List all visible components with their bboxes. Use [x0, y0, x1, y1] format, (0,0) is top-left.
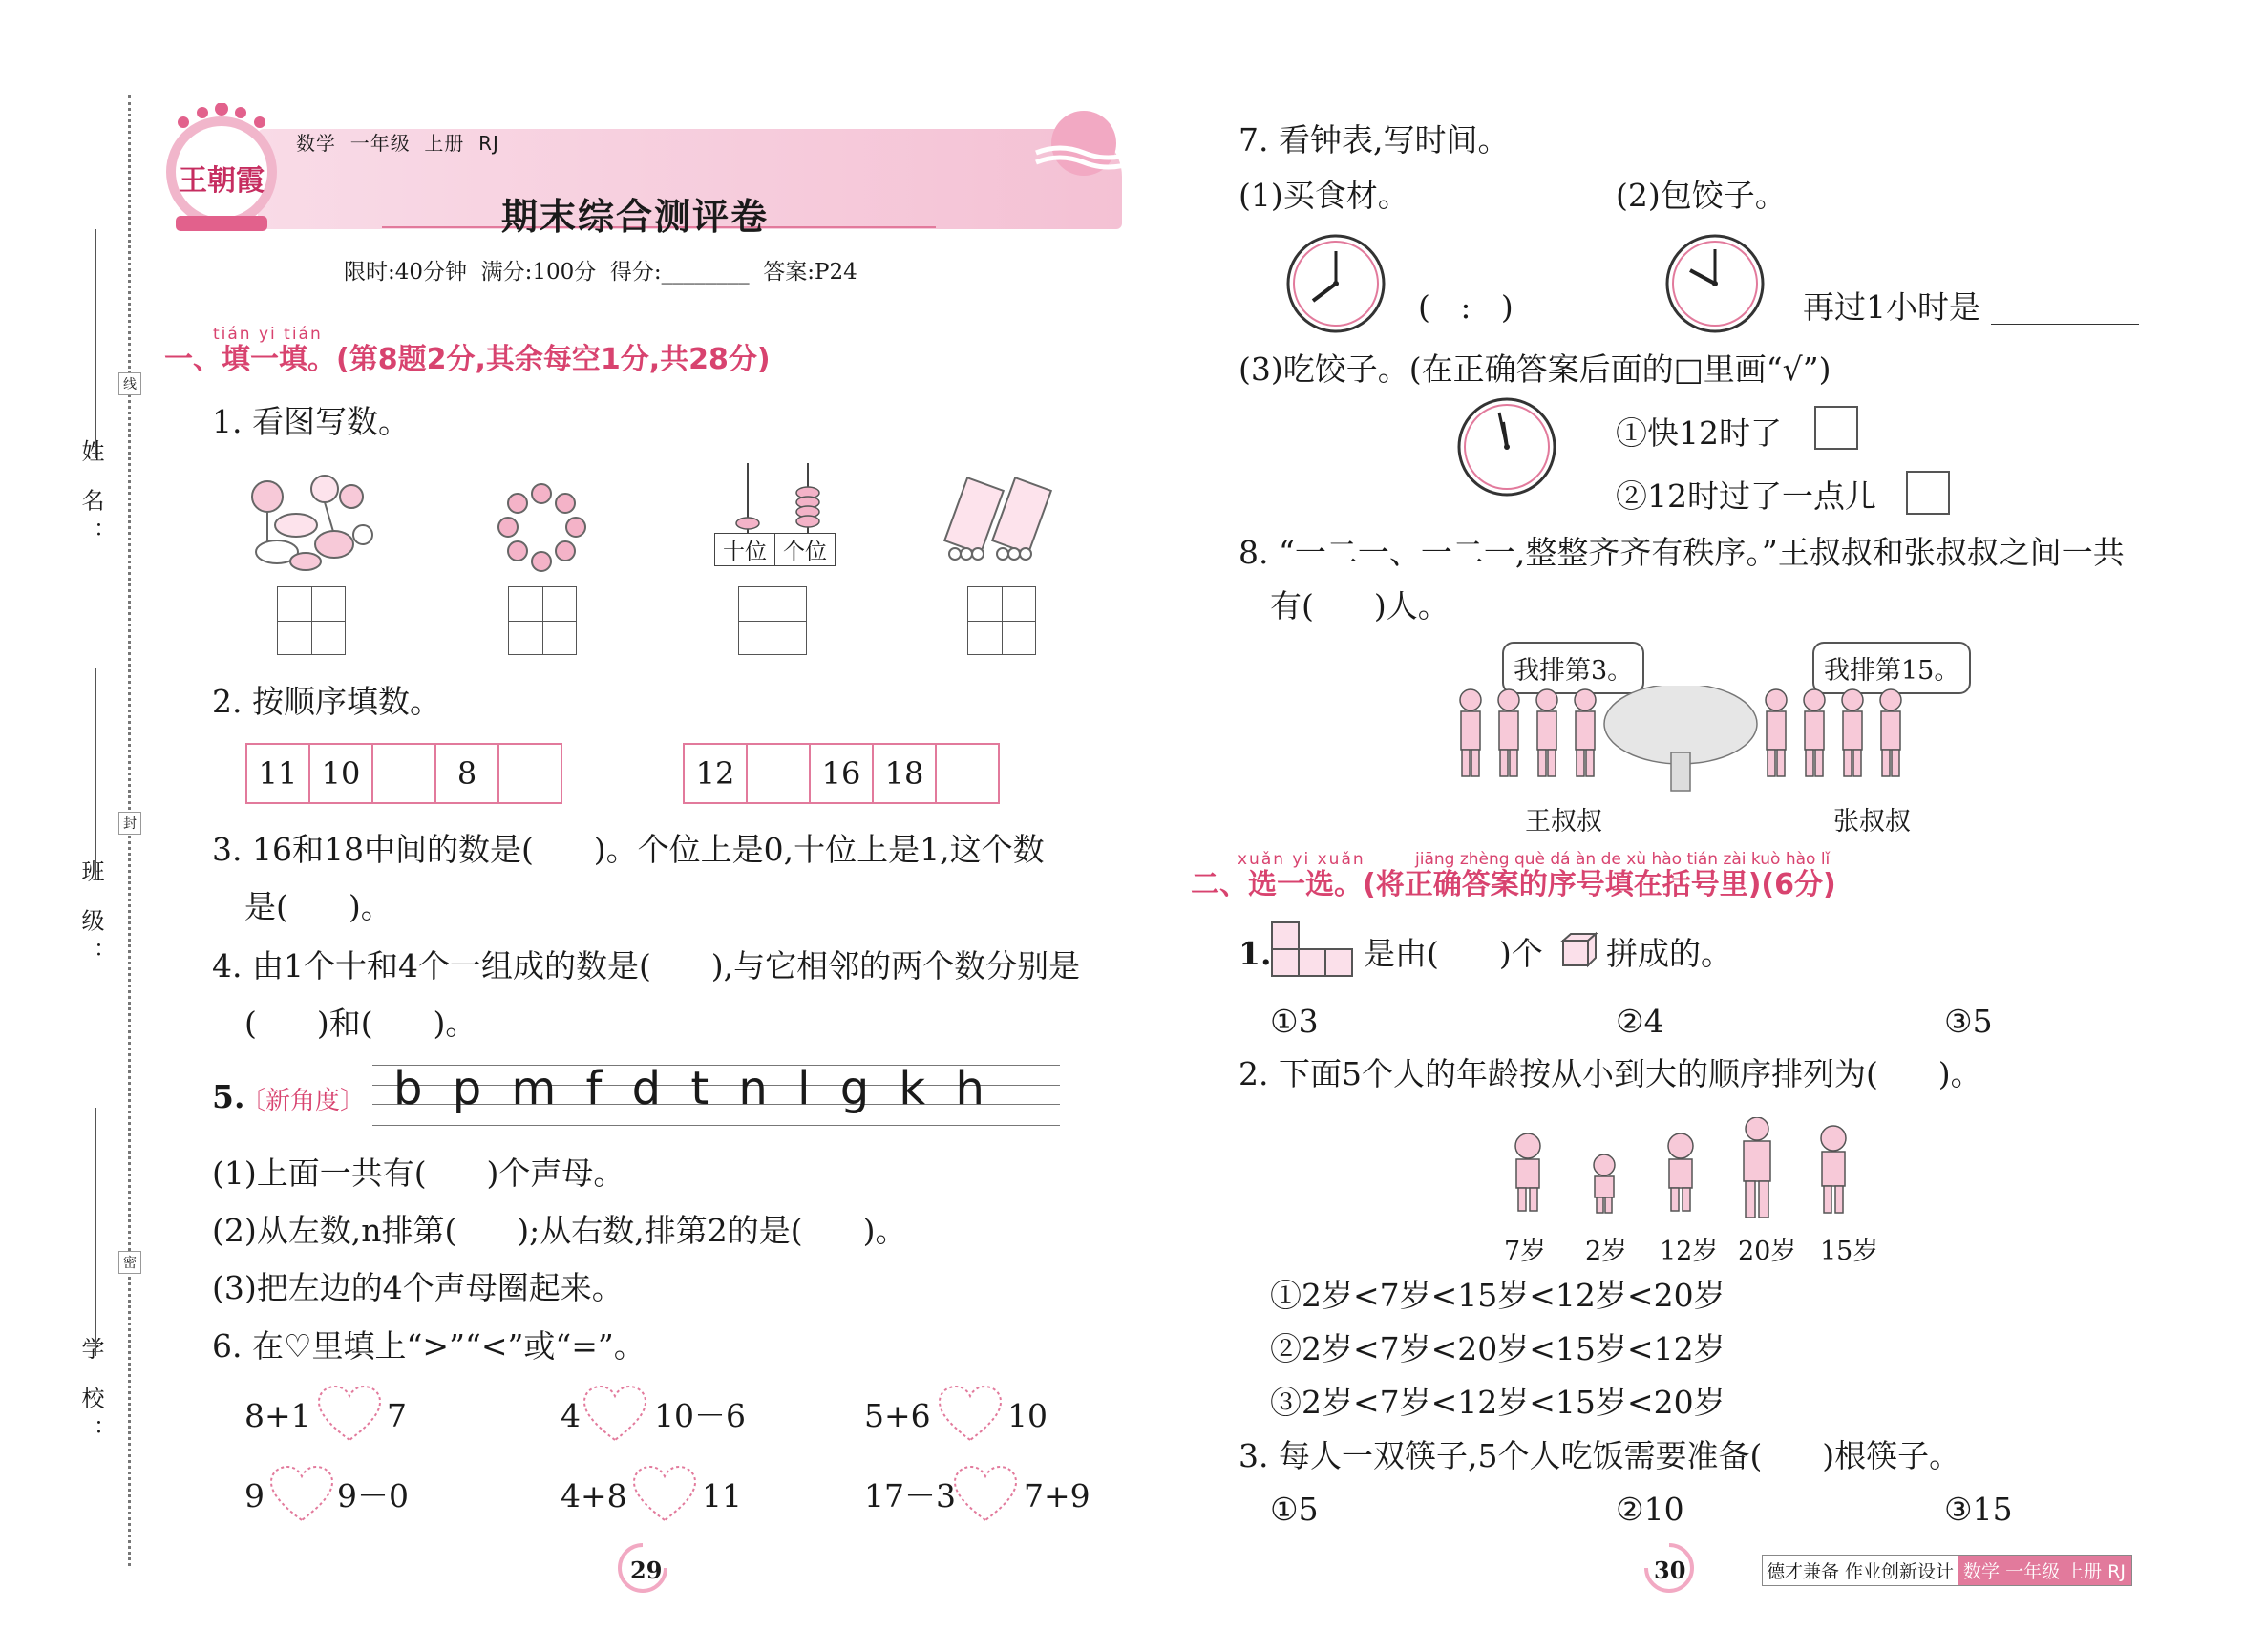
stick-bundles-picture	[941, 473, 1065, 568]
s2-q1-tail: 拼成的。	[1606, 935, 1732, 972]
s2-q1-option[interactable]: ③5	[1944, 1003, 1993, 1040]
seq2-cell: 12	[685, 745, 748, 802]
age-label: 2岁	[1585, 1237, 1628, 1266]
clock-icon-eating	[1455, 395, 1558, 498]
q1-answer-box-3[interactable]	[738, 586, 807, 655]
bubble-zhang-text: 我排第15。	[1824, 656, 1960, 686]
logo-text: 王朝霞	[179, 164, 265, 198]
section2-pinyin2: jiāng zhèng què dá àn de xù hào tián zài kuò hào lǐ	[1415, 850, 1831, 869]
compare-right: 10	[1007, 1397, 1048, 1434]
q7-sub1: (1)买食材。	[1238, 177, 1409, 214]
age-label: 20岁	[1738, 1237, 1797, 1266]
compare-left: 4+8	[561, 1477, 627, 1514]
q5-sub2: (2)从左数,n排第( );从右数,排第2的是( )。	[212, 1212, 907, 1249]
s2-q2-option[interactable]: ②2岁<7岁<20岁<15岁<12岁	[1270, 1330, 1725, 1367]
age-label: 12岁	[1660, 1237, 1719, 1266]
seal-mark-dense: 密	[118, 1251, 141, 1274]
name-field[interactable]	[95, 229, 96, 458]
page-title: 期末综合测评卷	[501, 196, 770, 238]
section2-pinyin: xuǎn yi xuǎn	[1238, 850, 1365, 869]
cube-stack-icon	[1268, 919, 1356, 982]
single-cube-icon	[1559, 931, 1598, 969]
compare-left: 4	[561, 1397, 581, 1434]
compare-left: 17－3	[864, 1477, 956, 1514]
q4-text-line1: 4. 由1个十和4个一组成的数是( ),与它相邻的两个数分别是	[212, 947, 1081, 985]
q7-sub3: (3)吃饺子。(在正确答案后面的□里画“√”)	[1238, 350, 1831, 388]
compare-right: 7	[387, 1397, 407, 1434]
seal-mark-seal: 封	[118, 812, 141, 835]
heart-icon[interactable]	[632, 1465, 697, 1524]
s2-q2-option[interactable]: ①2岁<7岁<15岁<12岁<20岁	[1270, 1277, 1725, 1314]
bead-ring-picture	[497, 482, 587, 573]
q1-answer-box-4[interactable]	[967, 586, 1036, 655]
compare-right: 7+9	[1024, 1477, 1090, 1514]
subject-line: 数学 一年级 上册 RJ	[296, 132, 499, 155]
seq1-cell: 8	[436, 745, 499, 802]
q7-blank[interactable]: ( : )	[1418, 288, 1514, 326]
q7-sub2: (2)包饺子。	[1616, 177, 1787, 214]
q1-text: 1. 看图写数。	[212, 403, 410, 440]
q7-text: 7. 看钟表,写时间。	[1238, 121, 1510, 159]
s2-q1-number: 1.	[1238, 935, 1272, 972]
bubble-wang-text: 我排第3。	[1514, 656, 1634, 686]
s2-q2-text: 2. 下面5个人的年龄按从小到大的顺序排列为( )。	[1238, 1055, 1982, 1092]
s2-q3-text: 3. 每人一双筷子,5个人吃饭需要准备( )根筷子。	[1238, 1437, 1961, 1474]
page-number-left: 29	[630, 1557, 663, 1584]
q3-text-line1: 3. 16和18中间的数是( )。个位上是0,十位上是1,这个数	[212, 831, 1045, 868]
q5-number: 5.	[212, 1078, 245, 1115]
seq1-cell: 11	[247, 745, 310, 802]
q8-text-line2: 有( )人。	[1270, 587, 1450, 625]
sequence-1	[245, 743, 562, 804]
class-field[interactable]	[95, 668, 96, 879]
q7-after-blank[interactable]	[1991, 324, 2139, 325]
brand-logo	[162, 103, 282, 237]
sun-wave-decoration	[1031, 103, 1136, 180]
section1-pinyin: tián yi tián	[213, 325, 323, 344]
abacus-ones-label: 个位	[783, 540, 827, 564]
q7-option1: ①快12时了	[1616, 414, 1782, 452]
q8-text-line1: 8. “一二一、一二一,整整齐齐有秩序。”王叔叔和张叔叔之间一共	[1238, 534, 2125, 571]
s2-q1-option[interactable]: ①3	[1270, 1003, 1319, 1040]
q6-text: 6. 在♡里填上“>”“<”或“=”。	[212, 1327, 646, 1365]
s2-q3-option[interactable]: ①5	[1270, 1491, 1319, 1528]
marching-people-illustration	[1447, 686, 1943, 800]
heart-icon[interactable]	[582, 1385, 647, 1444]
seq1-cell[interactable]	[373, 745, 436, 802]
compare-left: 9	[244, 1477, 265, 1514]
section2-heading: 二、选一选。(将正确答案的序号填在括号里)(6分)	[1191, 868, 1836, 901]
seq2-cell: 16	[811, 745, 874, 802]
compare-left: 8+1	[244, 1397, 311, 1434]
s2-q3-option[interactable]: ②10	[1616, 1491, 1684, 1528]
school-field[interactable]	[95, 1108, 96, 1356]
q2-text: 2. 按顺序填数。	[212, 683, 441, 720]
label-zhang: 张叔叔	[1833, 807, 1911, 837]
section1-heading: 一、填一填。(第8题2分,其余每空1分,共28分)	[164, 343, 771, 376]
abacus-picture	[714, 458, 838, 535]
age-label: 15岁	[1820, 1237, 1879, 1266]
sequence-2	[683, 743, 1000, 804]
candy-picture	[239, 468, 382, 573]
q5-sub3: (3)把左边的4个声母圈起来。	[212, 1269, 624, 1306]
s2-q3-option[interactable]: ③15	[1944, 1491, 2013, 1528]
q3-text-line2: 是( )。	[244, 888, 392, 925]
footer-brand-text: 德才兼备 作业创新设计	[1767, 1561, 1955, 1582]
compare-left: 5+6	[864, 1397, 931, 1434]
s2-q2-option[interactable]: ③2岁<7岁<12岁<15岁<20岁	[1270, 1384, 1725, 1421]
five-people-illustration	[1499, 1117, 1881, 1222]
age-label: 7岁	[1504, 1237, 1547, 1266]
seal-mark-line: 线	[118, 372, 141, 395]
q5-letters: b p m f d t n l g k h	[393, 1062, 984, 1115]
abacus-tens-label: 十位	[715, 534, 775, 565]
name-label: 姓 名：	[77, 439, 104, 554]
compare-right: 11	[702, 1477, 742, 1514]
q7-after-text: 再过1小时是	[1803, 288, 1980, 326]
seq2-cell[interactable]	[748, 745, 811, 802]
q4-text-line2: ( )和( )。	[244, 1005, 477, 1042]
s2-q1-text: 是由( )个	[1364, 935, 1543, 972]
q1-answer-box-2[interactable]	[508, 586, 577, 655]
compare-right: 9－0	[337, 1477, 409, 1514]
footer-brand	[1762, 1555, 2132, 1586]
q5-new-angle-tag: 〔新角度〕	[241, 1087, 366, 1115]
page-curl-icon	[616, 1541, 669, 1595]
class-label: 班 级：	[77, 859, 104, 974]
q7-option1-checkbox[interactable]	[1814, 406, 1858, 450]
seq1-cell[interactable]	[499, 745, 561, 802]
abacus-label-row	[714, 533, 836, 566]
school-label: 学 校：	[77, 1337, 104, 1451]
footer-brand-sub: 数学 一年级 上册 RJ	[1958, 1556, 2131, 1585]
compare-right: 10－6	[654, 1397, 746, 1434]
q7-option2: ②12时过了一点儿	[1616, 477, 1876, 515]
heart-icon[interactable]	[317, 1385, 382, 1444]
seq2-cell: 18	[874, 745, 937, 802]
label-wang: 王叔叔	[1525, 807, 1602, 837]
clock-icon-groceries	[1284, 232, 1387, 335]
s2-q1-option[interactable]: ②4	[1616, 1003, 1664, 1040]
heart-icon[interactable]	[269, 1465, 334, 1524]
exam-info: 限时:40分钟 满分:100分 得分:________ 答案:P24	[344, 260, 857, 285]
heart-icon[interactable]	[953, 1465, 1018, 1524]
q1-answer-box-1[interactable]	[277, 586, 346, 655]
seq1-cell: 10	[310, 745, 373, 802]
seq2-cell[interactable]	[937, 745, 998, 802]
q7-option2-checkbox[interactable]	[1906, 471, 1950, 515]
page-number-right: 30	[1654, 1557, 1686, 1584]
heart-icon[interactable]	[938, 1385, 1003, 1444]
clock-icon-dumplings	[1663, 232, 1767, 335]
q5-sub1: (1)上面一共有( )个声母。	[212, 1154, 625, 1192]
